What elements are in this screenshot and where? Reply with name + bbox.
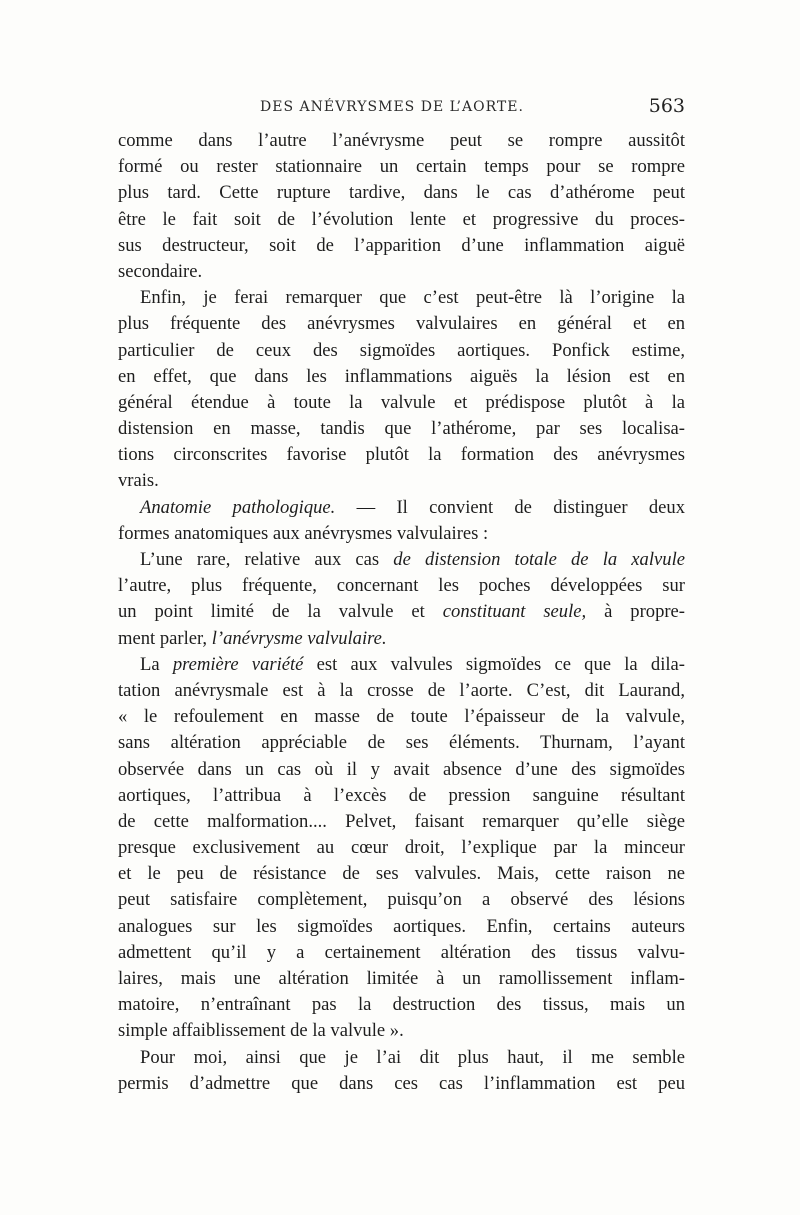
italic-span: première variété <box>172 653 304 675</box>
text-line <box>118 547 685 573</box>
text-line: vrais. <box>118 470 159 492</box>
text-line: simple affaiblissement de la valvule ». <box>118 1020 404 1042</box>
text-line: en effet, que dans les inflammations aiguës la lésion est en <box>118 365 685 387</box>
text-line: laires, mais une altération limitée à un ramollissement inflam- <box>118 968 685 989</box>
body-text <box>118 128 685 1097</box>
text-line: analogues sur les sigmoïdes aortiques. Enfin, certains auteurs <box>118 915 685 937</box>
text-span: — Il convient de distinguer deux <box>335 496 685 518</box>
text-line: être le fait soit de l’évolution lente et progressive du proces- <box>118 208 685 230</box>
text-line: et le peu de résistance de ses valvules. Mais, cette raison ne <box>118 863 685 885</box>
text-line: comme dans l’autre l’anévrysme peut se rompre aussitôt <box>118 130 685 151</box>
text-line <box>118 599 685 625</box>
text-line: matoire, n’entraînant pas la destruction des tissus, mais un <box>118 994 685 1016</box>
running-title: DES ANÉVRYSMES DE L’AORTE. <box>260 99 524 115</box>
text-line: formé ou rester stationnaire un certain temps pour se rompre <box>118 156 685 178</box>
text-line: admettent qu’il y a certainement altération des tissus valvu- <box>118 941 685 963</box>
text-line: tation anévrysmale est à la crosse de l’aorte. C’est, dit Laurand, <box>118 679 685 701</box>
text-line: tions circonscrites favorise plutôt la formation des anévrysmes <box>118 444 685 466</box>
text-line: particulier de ceux des sigmoïdes aortiques. Ponfick estime, <box>118 339 685 361</box>
text-line: Enfin, je ferai remarquer que c’est peut-être là l’origine la <box>140 287 685 309</box>
text-span: Anatomie pathologique. <box>140 496 336 518</box>
text-span: La <box>140 653 173 675</box>
text-line: observée dans un cas où il y avait absence d’une des sigmoïdes <box>118 758 685 780</box>
page-header <box>118 95 685 121</box>
page-number: 563 <box>648 95 685 117</box>
text-span: un point limité de la valvule et <box>118 601 443 623</box>
text-span: est aux valvules sigmoïdes ce que la dila- <box>303 653 685 675</box>
text-line: Pour moi, ainsi que je l’ai dit plus haut, il me semble <box>140 1046 685 1068</box>
text-line: formes anatomiques aux anévrysmes valvulaires : <box>118 522 489 544</box>
text-line <box>118 652 685 678</box>
italic-span: l’anévrysme valvulaire. <box>211 627 387 649</box>
text-line <box>118 495 685 521</box>
text-line: de cette malformation.... Pelvet, faisant remarquer qu’elle siège <box>118 810 685 832</box>
text-span: à propre- <box>586 601 685 623</box>
text-line: plus tard. Cette rupture tardive, dans le cas d’athérome peut <box>118 182 685 204</box>
text-line: secondaire. <box>118 260 203 282</box>
text-line: sus destructeur, soit de l’apparition d’une inflammation aiguë <box>118 234 685 256</box>
text-line: général étendue à toute la valvule et prédispose plutôt à la <box>118 391 685 413</box>
text-line: l’autre, plus fréquente, concernant les poches développées sur <box>118 575 685 597</box>
text-line: peut satisfaire complètement, puisqu’on a observé des lésions <box>118 889 685 911</box>
italic-span: constituant seule, <box>442 601 587 623</box>
text-line: permis d’admettre que dans ces cas l’inflammation est peu <box>118 1072 685 1094</box>
text-line: aortiques, l’attribua à l’excès de pression sanguine résultant <box>118 784 685 806</box>
italic-span: de distension totale de la xalvule <box>393 549 685 570</box>
text-line: presque exclusivement au cœur droit, l’explique par la minceur <box>118 837 685 859</box>
text-line: distension en masse, tandis que l’athérome, par ses localisa- <box>118 418 685 440</box>
text-line <box>118 626 685 652</box>
text-line: sans altération appréciable de ses éléments. Thurnam, l’ayant <box>118 732 685 754</box>
text-span: ment parler, <box>118 627 212 649</box>
text-span: L’une rare, relative aux cas <box>140 549 394 570</box>
text-line: « le refoulement en masse de toute l’épaisseur de la valvule, <box>118 706 685 728</box>
text-line: plus fréquente des anévrysmes valvulaires en général et en <box>118 313 685 335</box>
